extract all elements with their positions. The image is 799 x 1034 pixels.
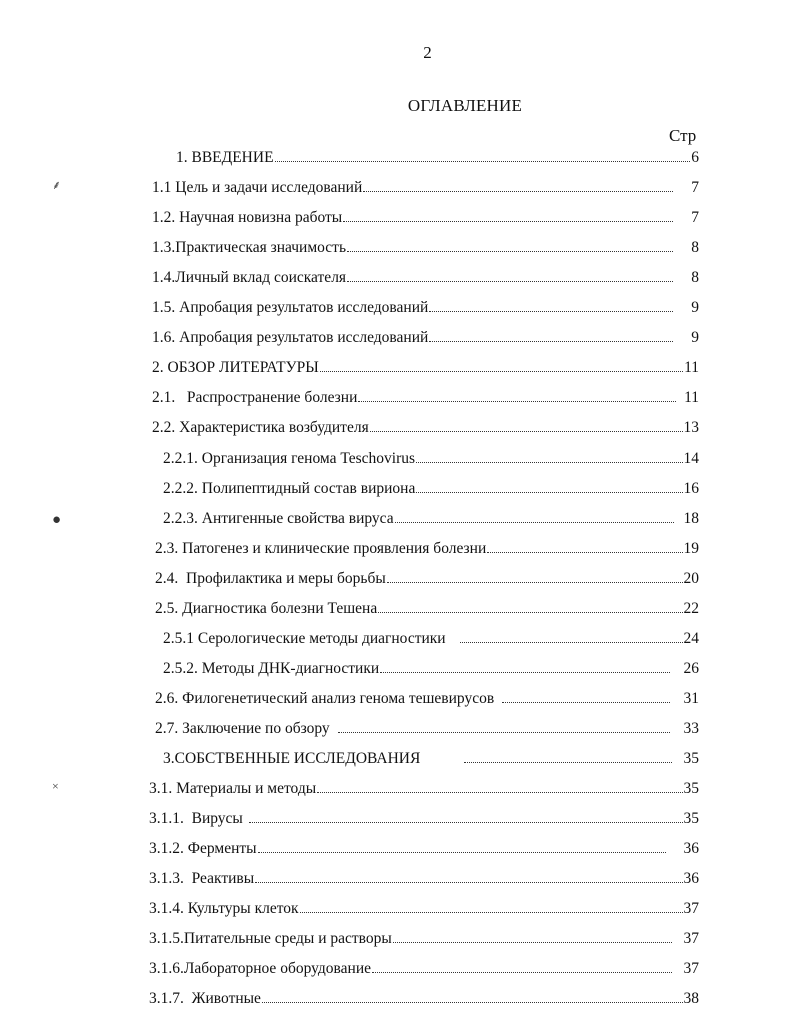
toc-entry-page: 14: [683, 450, 699, 467]
toc-entry-page: 22: [683, 600, 699, 617]
toc-leader: [395, 522, 674, 523]
toc-entry-page: 11: [684, 359, 699, 376]
toc-entry-label: 3.1.4. Культуры клеток: [149, 900, 299, 917]
toc-leader: [262, 1002, 683, 1003]
toc-entry-page: 24: [683, 630, 699, 647]
toc-entry-label: 2.2.1. Организация генома Teschovirus: [163, 450, 416, 467]
toc-entry-page: 31: [683, 690, 699, 707]
toc-entry-label: 3.1.5.Питательные среды и растворы: [149, 930, 392, 947]
toc-entry-22: [149, 806, 699, 828]
toc-entry-page: 36: [683, 840, 699, 857]
toc-entry-label: 3.1.7. Животные: [149, 990, 261, 1007]
toc-leader: [249, 822, 683, 823]
toc-leader: [380, 672, 669, 673]
toc-entry-18: [155, 686, 699, 708]
toc-leader: [372, 972, 672, 973]
toc-entry-25: [149, 896, 699, 918]
toc-leader: [429, 311, 673, 312]
toc-leader: [387, 582, 683, 583]
toc-entry-label: 2.6. Филогенетический анализ генома тешевирусов: [155, 690, 495, 707]
toc-leader: [393, 942, 672, 943]
toc-entry-page: 35: [683, 780, 699, 797]
pages-column-header: Стр: [669, 126, 697, 145]
toc-entry-12: [163, 506, 699, 528]
toc-leader: [317, 792, 682, 793]
toc-leader: [343, 221, 673, 222]
toc-entry-page: 11: [684, 389, 699, 406]
toc-entry-6: [152, 325, 699, 347]
toc-entry-page: 38: [683, 990, 699, 1007]
toc-leader: [502, 702, 669, 703]
toc-leader: [258, 852, 666, 853]
toc-leader: [429, 341, 673, 342]
toc-entry-2: [152, 205, 699, 227]
toc-entry-label: 2.4. Профилактика и меры борьбы: [155, 570, 386, 587]
toc-entry-page: 36: [683, 870, 699, 887]
toc-entry-label: 2.1. Распространение болезни: [152, 389, 358, 406]
toc-entry-13: [155, 536, 699, 558]
toc-leader: [416, 492, 682, 493]
toc-entry-page: 20: [683, 570, 699, 587]
margin-mark-3: ×: [52, 779, 59, 793]
toc-entry-page: 35: [683, 750, 699, 767]
toc-entry-1: [152, 175, 699, 197]
toc-entry-27: [149, 956, 699, 978]
toc-entry-page: 37: [683, 930, 699, 947]
toc-entry-page: 26: [683, 660, 699, 677]
toc-leader: [300, 912, 683, 913]
toc-entry-label: 1.3.Практическая значимость: [152, 239, 347, 256]
toc-entry-label: 3.1. Материалы и методы: [149, 780, 317, 797]
toc-leader: [370, 431, 683, 432]
toc-entry-label: 2.3. Патогенез и клинические проявления болезни: [155, 540, 487, 557]
toc-entry-label: 2. ОБЗОР ЛИТЕРАТУРЫ: [152, 359, 319, 376]
toc-entry-5: [152, 295, 699, 317]
toc-entry-page: 19: [683, 540, 699, 557]
toc-leader: [487, 552, 682, 553]
toc-entry-page: 37: [683, 960, 699, 977]
toc-entry-label: 2.2.3. Антигенные свойства вируса: [163, 510, 394, 527]
toc-entry-21: [149, 776, 699, 798]
toc-entry-page: 16: [683, 480, 699, 497]
toc-entry-label: 3.1.1. Вирусы: [149, 810, 243, 827]
toc-entry-label: 3.1.3. Реактивы: [149, 870, 255, 887]
toc-leader: [320, 371, 683, 372]
toc-entry-label: 2.7. Заключение по обзору: [155, 720, 330, 737]
toc-entry-label: 3.СОБСТВЕННЫЕ ИССЛЕДОВАНИЯ: [163, 750, 421, 767]
toc-entry-19: [155, 716, 699, 738]
toc-entry-label: 1.4.Личный вклад соискателя: [152, 269, 347, 286]
toc-entry-page: 7: [691, 209, 699, 226]
page-number: 2: [423, 43, 432, 62]
toc-entry-page: 8: [691, 239, 699, 256]
toc-entry-3: [152, 235, 699, 257]
toc-entry-17: [163, 656, 699, 678]
toc-entry-16: [163, 626, 699, 648]
toc-leader: [363, 191, 673, 192]
toc-leader: [255, 882, 682, 883]
toc-entry-page: 37: [683, 900, 699, 917]
toc-entry-label: 1. ВВЕДЕНИЕ: [176, 149, 274, 166]
toc-entry-label: 1.6. Апробация результатов исследований: [152, 329, 429, 346]
toc-entry-label: 2.5.2. Методы ДНК-диагностики: [163, 660, 380, 677]
toc-leader: [460, 642, 683, 643]
toc-leader: [416, 462, 682, 463]
toc-entry-7: [152, 355, 699, 377]
toc-leader: [347, 251, 673, 252]
toc-entry-20: [163, 746, 699, 768]
toc-entry-24: [149, 866, 699, 888]
toc-entry-page: 9: [691, 329, 699, 346]
toc-entry-label: 1.2. Научная новизна работы: [152, 209, 343, 226]
toc-entry-11: [163, 476, 699, 498]
toc-entry-4: [152, 265, 699, 287]
toc-entry-page: 35: [683, 810, 699, 827]
toc-leader: [358, 401, 676, 402]
toc-entry-23: [149, 836, 699, 858]
toc-entry-label: 1.1 Цель и задачи исследований: [152, 179, 363, 196]
toc-leader: [378, 612, 682, 613]
toc-entry-label: 3.1.6.Лабораторное оборудование: [149, 960, 371, 977]
toc-entry-10: [163, 446, 699, 468]
toc-leader: [275, 161, 691, 162]
toc-entry-page: 6: [691, 149, 699, 166]
toc-entry-page: 13: [683, 419, 699, 436]
toc-leader: [338, 732, 670, 733]
toc-entry-28: [149, 986, 699, 1008]
toc-entry-page: 8: [691, 269, 699, 286]
toc-entry-page: 7: [691, 179, 699, 196]
toc-entry-label: 2.5. Диагностика болезни Тешена: [155, 600, 378, 617]
toc-entry-label: 3.1.2. Ферменты: [149, 840, 257, 857]
margin-mark-2: ●: [52, 512, 62, 528]
toc-entry-label: 2.5.1 Серологические методы диагностики: [163, 630, 446, 647]
toc-entry-page: 9: [691, 299, 699, 316]
toc-entry-8: [152, 385, 699, 407]
toc-leader: [347, 281, 673, 282]
toc-leader: [464, 762, 671, 763]
toc-entry-15: [155, 596, 699, 618]
toc-entry-page: 33: [683, 720, 699, 737]
toc-entry-0: [176, 145, 699, 167]
toc-entry-page: 18: [683, 510, 699, 527]
toc-entry-label: 2.2. Характеристика возбудителя: [152, 419, 369, 436]
toc-entry-label: 2.2.2. Полипептидный состав вириона: [163, 480, 416, 497]
toc-title: ОГЛАВЛЕНИЕ: [407, 96, 523, 115]
toc-entry-14: [155, 566, 699, 588]
margin-mark-1: ⸙: [52, 178, 62, 192]
toc-entry-9: [152, 415, 699, 437]
toc-entry-26: [149, 926, 699, 948]
toc-entry-label: 1.5. Апробация результатов исследований: [152, 299, 429, 316]
